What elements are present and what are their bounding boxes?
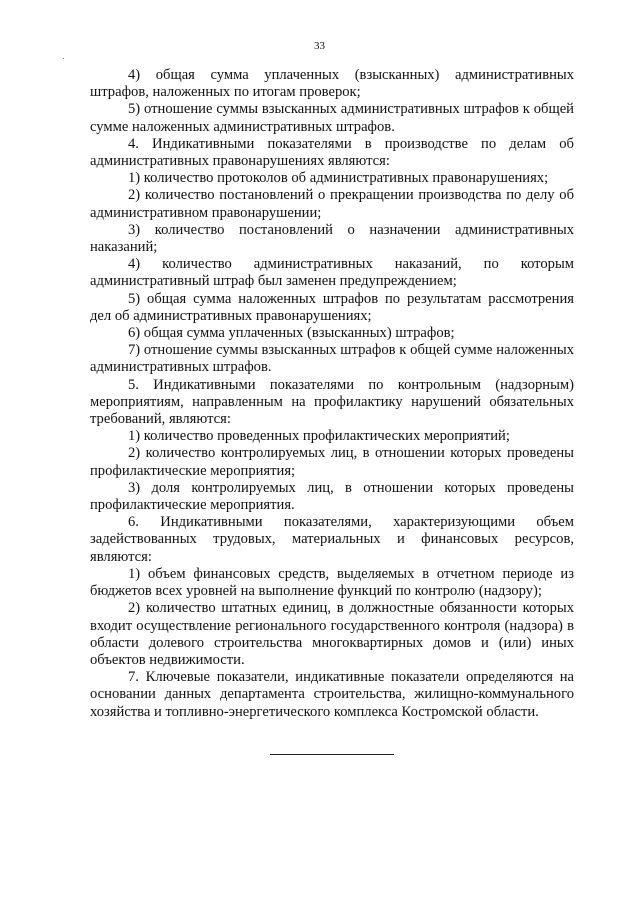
paragraph: 3) количество постановлений о назначении административных наказаний; (90, 221, 574, 256)
paragraph: 5) отношение суммы взысканных административных штрафов к общей сумме наложенных административных штрафов. (90, 101, 574, 135)
paragraph: 5. Индикативными показателями по контрольным (надзорным) мероприятиям, направленным на профилактику нарушений обязательных требований, являются: (90, 376, 574, 428)
end-of-document-line (270, 754, 394, 755)
paragraph: 6. Индикативными показателями, характеризующими объем задействованных трудовых, материальных и финансовых ресурсов, являются: (90, 514, 574, 565)
scan-speck (63, 58, 64, 59)
paragraph: 3) доля контролируемых лиц, в отношении которых проведены профилактические мероприятия. (90, 479, 574, 514)
paragraph: 7. Ключевые показатели, индикативные показатели определяются на основании данных департамента строительства, жилищно-коммунального хозяйства и топливно-энергетического комплекса Костромской области. (90, 669, 574, 720)
paragraph: 6) общая сумма уплаченных (взысканных) штрафов; (128, 325, 455, 342)
document-body (90, 67, 574, 721)
paragraph: 5) общая сумма наложенных штрафов по результатам рассмотрения дел об административных правонарушениях; (90, 290, 574, 324)
paragraph: 4. Индикативными показателями в производстве по делам об административных правонарушениях являются: (90, 135, 574, 170)
paragraph: 2) количество штатных единиц, в должностные обязанности которых входит осуществление регионального государственного контроля (надзора) в области долевого строительства многоквартирных домов и (или) иных объектов недвижимости. (90, 600, 574, 668)
paragraph: 2) количество контролируемых лиц, в отношении которых проведены профилактические мероприятия; (90, 445, 574, 479)
paragraph: 1) количество проведенных профилактических мероприятий; (128, 428, 510, 445)
page-number: 33 (314, 40, 325, 52)
paragraph: 1) объем финансовых средств, выделяемых в отчетном периоде из бюджетов всех уровней на выполнение функций по контролю (надзору); (90, 565, 574, 600)
paragraph: 7) отношение суммы взысканных штрафов к общей сумме наложенных административных штрафов. (90, 342, 574, 376)
paragraph: 1) количество протоколов об административных правонарушениях; (128, 170, 549, 187)
paragraph: 4) количество административных наказаний, по которым административный штраф был заменен предупреждением; (90, 256, 574, 290)
paragraph: 2) количество постановлений о прекращении производства по делу об административном правонарушении; (90, 187, 574, 221)
paragraph: 4) общая сумма уплаченных (взысканных) административных штрафов, наложенных по итогам проверок; (90, 67, 574, 101)
